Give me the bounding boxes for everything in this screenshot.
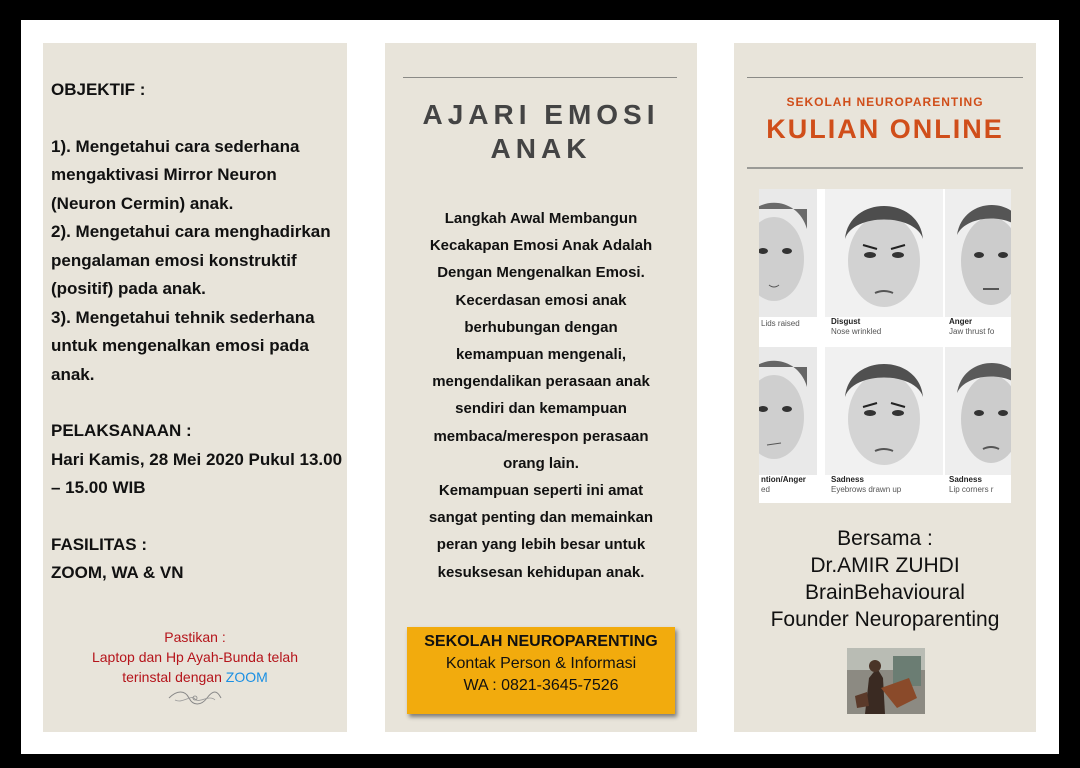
speaker-name: Dr.AMIR ZUHDI [810,554,960,577]
heading-line-2: ANAK [490,133,592,164]
top-divider [403,77,677,78]
heading-line-1: AJARI EMOSI [422,99,660,130]
description-line: sendiri dan kemampuan [455,400,627,418]
contact-box [407,627,675,714]
description-line: membaca/merespon perasaan [433,427,649,445]
course-title: KULIAN ONLINE [766,114,1004,144]
title-divider [747,167,1023,169]
contact-subtitle: Kontak Person & Informasi [445,655,637,672]
note-line-1: Pastikan : [164,629,226,645]
main-heading [385,98,697,166]
face-photo-disgust [825,189,943,317]
emotion-faces-image [759,189,1011,503]
face-photo-sadness [825,347,943,475]
description-line: peran yang lebih besar untuk [436,536,646,554]
speaker-photo [847,648,925,714]
face-caption: Disgust Nose wrinkled [831,317,882,336]
right-panel [734,43,1036,732]
note-line-2: Laptop dan Hp Ayah-Bunda telah [91,649,299,665]
left-panel [43,43,347,732]
speaker-line: Founder Neuroparenting [770,608,1000,631]
speaker-line: BrainBehavioural [805,581,965,604]
description-line: sangat penting dan memainkan [428,509,654,527]
school-subtitle: SEKOLAH NEUROPARENTING [786,95,984,109]
description-text [401,205,681,586]
description-line: Kemampuan seperti ini amat [438,482,644,500]
install-note [43,627,347,687]
flourish-ornament-icon [165,688,225,708]
note-line-3 [43,667,347,687]
face-photo-sadness-2 [945,347,1011,475]
description-line: Dengan Mengenalkan Emosi. [437,264,645,282]
description-line: Kecakapan Emosi Anak Adalah [429,237,653,255]
middle-panel [385,43,697,732]
left-panel-text [51,76,343,588]
description-line: Kecerdasan emosi anak [455,291,627,309]
face-photo-anger [945,189,1011,317]
face-caption: Anger Jaw thrust fo [949,317,995,336]
speaker-info [734,525,1036,633]
fasilitas-text: ZOOM, WA & VN [51,563,184,582]
objektif-item: 3). Mengetahui tehnik sederhana untuk mengenalkan emosi pada anak. [51,307,315,384]
face-photo-surprise [759,189,817,317]
face-caption: Sadness Lip corners r [949,475,994,494]
top-divider [747,77,1023,78]
contact-title: SEKOLAH NEUROPARENTING [424,633,658,650]
description-line: kemampuan mengenali, [455,346,627,364]
pelaksanaan-text: Hari Kamis, 28 Mei 2020 Pukul 13.00 – 15.00 WIB [51,449,343,497]
face-caption: ntion/Anger ed [761,475,806,494]
speaker-line: Bersama : [837,527,933,550]
face-photo-contempt [759,347,817,475]
description-line: mengendalikan perasaan anak [432,373,650,391]
description-line: Langkah Awal Membangun [444,210,638,227]
note-line-3-prefix: terinstal dengan [122,669,226,685]
face-caption: Sadness Eyebrows drawn up [831,475,902,494]
zoom-link-text: ZOOM [225,669,268,685]
objektif-heading: OBJEKTIF : [51,80,146,99]
description-line: berhubungan dengan [464,318,618,336]
description-line: orang lain. [503,454,579,472]
face-caption: Lids raised [761,319,800,328]
pelaksanaan-heading: PELAKSANAAN : [51,421,192,440]
contact-phone: WA : 0821-3645-7526 [463,677,619,694]
objektif-item: 1). Mengetahui cara sederhana mengaktivasi Mirror Neuron (Neuron Cermin) anak. [51,136,300,213]
description-line: kesuksesan kehidupan anak. [437,563,645,581]
fasilitas-heading: FASILITAS : [51,534,148,554]
objektif-item: 2). Mengetahui cara menghadirkan pengalaman emosi konstruktif (positif) pada anak. [51,222,331,298]
